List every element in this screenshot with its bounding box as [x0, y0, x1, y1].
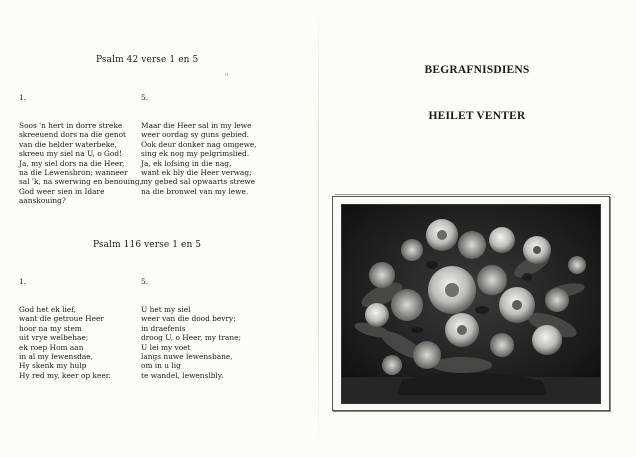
verse-line: Maar die Heer sal in my lewe: [141, 121, 252, 131]
verse-line: Ja, my siel dors na die Heer,: [19, 158, 125, 168]
verse-line: in al my lewensdae,: [19, 352, 93, 362]
verse-line: U het my siel: [141, 305, 191, 315]
verse-line: God weer sien in Idare: [19, 186, 105, 196]
verse-line: hoor na my stem: [19, 323, 82, 333]
verse-line: my gebed sal opwaarts strewe: [141, 177, 256, 187]
psalm-116-verse-5: [141, 258, 241, 380]
verse-line: Hy red my, keer op keer.: [19, 370, 111, 380]
decorative-mark: ": [225, 73, 229, 81]
verse-line: ek roep Hom aan: [19, 342, 84, 352]
verse-line: om in u lig: [141, 361, 181, 371]
verse-line: Soos 'n hert in dorre streke: [19, 121, 123, 131]
flower-bouquet-painting: [341, 204, 601, 404]
verse-number: 1.: [19, 92, 27, 102]
psalm-116-title: Psalm 116 verse 1 en 5: [93, 240, 202, 250]
psalm-42-verse-5: [141, 74, 257, 196]
verse-line: in draefenis: [141, 323, 186, 333]
verse-line: Ja, ek lofsing in die nag,: [141, 158, 232, 168]
psalm-116-verse-1: [19, 258, 111, 380]
verse-line: weer van die dood bevry;: [141, 314, 236, 324]
verse-line: van die helder waterbeke,: [19, 139, 117, 149]
verse-line: langs nuwe lewensbane,: [141, 352, 233, 362]
verse-line: te wandel, lewenslbly.: [141, 370, 224, 380]
picture-frame: [332, 196, 610, 411]
verse-line: God het ek lief,: [19, 305, 77, 315]
verse-line: uit vrye welbehae;: [19, 333, 89, 343]
verse-line: sing ek nog my pelgrimslied.: [141, 149, 250, 159]
verse-line: want die getroue Heer: [19, 314, 104, 324]
service-heading: BEGRAFNISDIENS: [424, 64, 530, 76]
verse-line: droog U, o Heer, my trane;: [141, 333, 241, 343]
verse-line: na die bronwel van my lewe.: [141, 186, 249, 196]
divider: [335, 194, 611, 195]
flower-bouquet-image: [342, 205, 600, 403]
verse-line: sal 'k, na swerwing en benouing,: [19, 177, 142, 187]
verse-line: want ek bly die Heer verwag;: [141, 168, 252, 178]
psalm-42-title: Psalm 42 verse 1 en 5: [96, 55, 199, 65]
verse-number: 5.: [141, 92, 149, 102]
verse-line: U lei my voet: [141, 342, 191, 352]
deceased-name: HEILET VENTER: [428, 110, 526, 122]
verse-line: na die Lewensbron; wanneer: [19, 168, 128, 178]
verse-line: Ook deur donker nag omgewe,: [141, 139, 257, 149]
psalm-42-verse-1: [19, 74, 142, 206]
verse-line: skreeuend dors na die genot: [19, 130, 126, 140]
verse-line: weer oordag sy guns gebied.: [141, 130, 249, 140]
verse-number: 1.: [19, 276, 27, 286]
verse-line: Hy skenk my hulp: [19, 361, 87, 371]
verse-line: skreeu my siel na U, o God!: [19, 149, 123, 159]
verse-line: aanskouing?: [19, 196, 66, 206]
verse-number: 5.: [141, 276, 149, 286]
